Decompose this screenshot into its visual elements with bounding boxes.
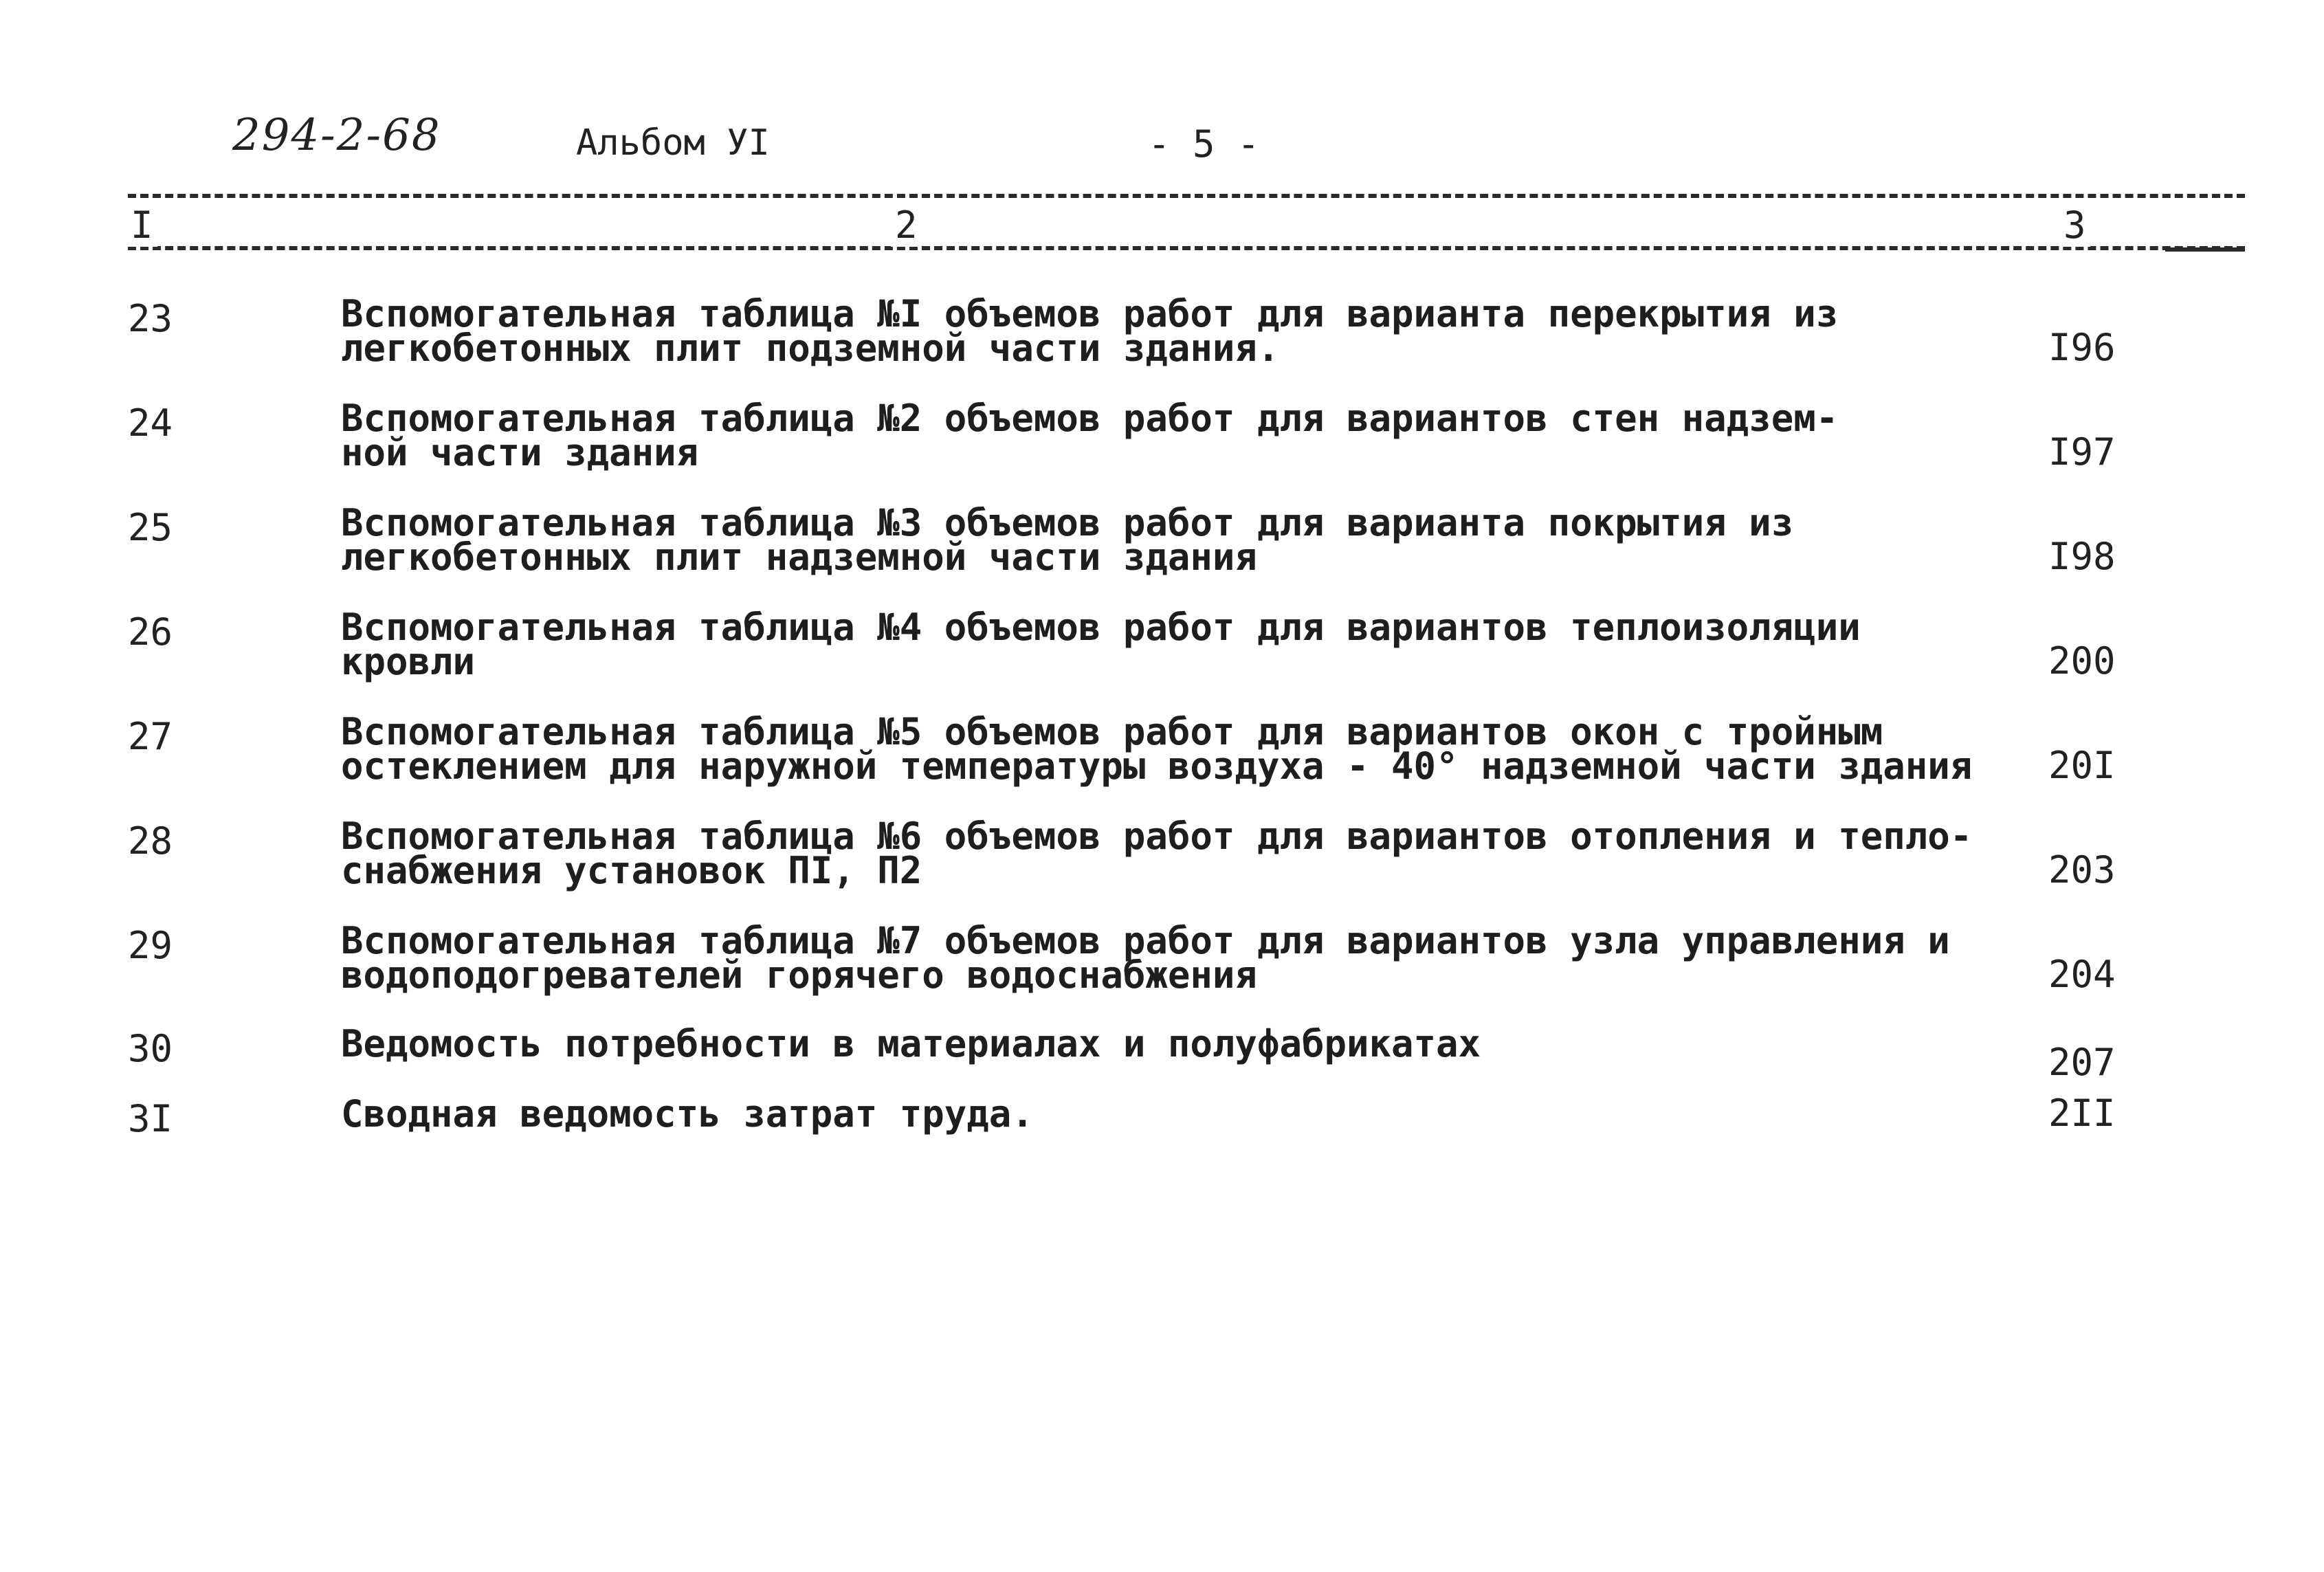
row-page: I97	[2048, 430, 2116, 474]
row-title: Сводная ведомость затрат труда.	[341, 1092, 1034, 1136]
column-header-number: I	[126, 203, 157, 247]
row-title: Ведомость потребности в материалах и полуфабрикатах	[341, 1022, 1481, 1065]
header-divider-bottom	[128, 246, 2245, 250]
row-number: 3I	[128, 1097, 173, 1140]
row-number: 29	[128, 924, 173, 967]
header-divider-tail	[2165, 247, 2245, 252]
row-page: 204	[2048, 953, 2116, 996]
row-page: 20I	[2048, 744, 2116, 787]
row-title: Вспомогательная таблица №3 объемов работ для варианта покрытия из легкобетонных плит надземной части здания	[341, 501, 1794, 579]
header-divider-top	[128, 194, 2245, 198]
row-title: Вспомогательная таблица №4 объемов работ для вариантов теплоизоляции кровли	[341, 606, 1861, 683]
row-number: 27	[128, 715, 173, 758]
row-title: Вспомогательная таблица №5 объемов работ для вариантов окон с тройным остеклением для наружной температуры воздуха - 40° надземной части здания	[341, 710, 1973, 788]
row-title: Вспомогательная таблица №2 объемов работ для вариантов стен надзем- ной части здания	[341, 397, 1839, 474]
album-title: Альбом УI	[576, 122, 770, 164]
handwritten-document-code: 294-2-68	[232, 110, 441, 161]
row-page: I96	[2048, 326, 2116, 369]
page-number: - 5 -	[1148, 122, 1260, 166]
column-header-page: 3	[2059, 203, 2090, 247]
row-number: 23	[128, 297, 173, 340]
row-page: 203	[2048, 848, 2116, 892]
column-header-title: 2	[891, 203, 922, 247]
row-number: 30	[128, 1027, 173, 1070]
row-number: 26	[128, 610, 173, 654]
row-page: I98	[2048, 535, 2116, 578]
row-page: 200	[2048, 639, 2116, 683]
row-page: 2II	[2048, 1092, 2116, 1135]
row-page: 207	[2048, 1041, 2116, 1084]
row-number: 25	[128, 506, 173, 549]
row-title: Вспомогательная таблица №7 объемов работ для вариантов узла управления и водоподогревателей горячего водоснабжения	[341, 919, 1950, 997]
row-number: 28	[128, 819, 173, 863]
row-title: Вспомогательная таблица №I объемов работ для варианта перекрытия из легкобетонных плит подземной части здания.	[341, 292, 1839, 370]
row-title: Вспомогательная таблица №6 объемов работ для вариантов отопления и тепло- снабжения установок ПI, П2	[341, 815, 1973, 892]
row-number: 24	[128, 401, 173, 445]
